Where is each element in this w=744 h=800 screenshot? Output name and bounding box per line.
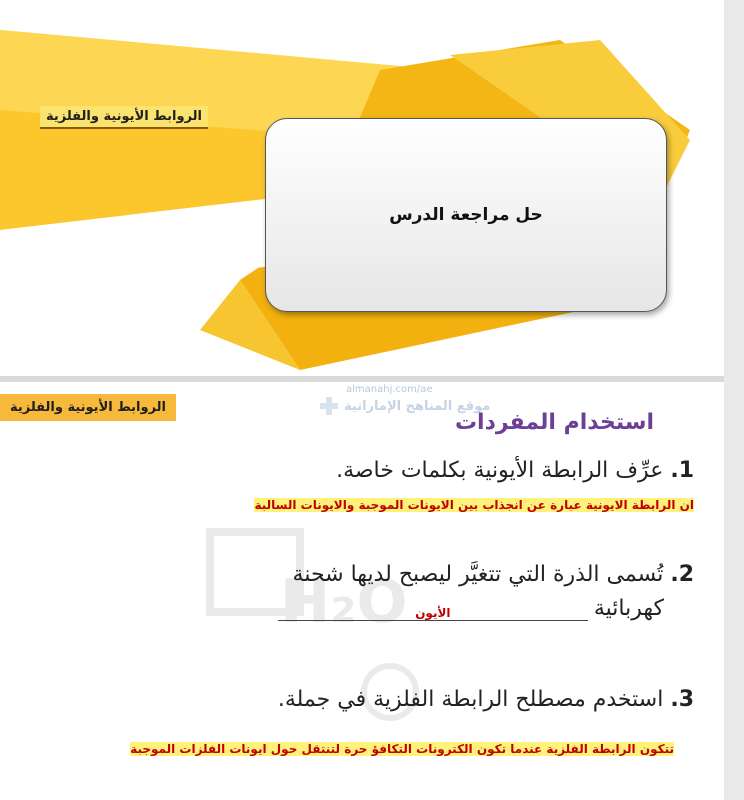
title-card [265, 118, 667, 312]
question-text: استخدم مصطلح الرابطة الفلزية في جملة. [277, 687, 664, 712]
slide-topic-text: الروابط الأيونية والفلزية [10, 400, 166, 415]
question-3 [278, 687, 694, 712]
svg-text:H₂O: H₂O [280, 567, 408, 637]
faint-background-doodle [130, 382, 590, 800]
question-2 [293, 562, 694, 587]
question-text-line-2: كهربائية [593, 596, 664, 621]
watermark-url: almanahj.com/ae [346, 384, 433, 395]
question-number: 3. [670, 687, 694, 712]
answer-text: الأيون [415, 606, 451, 620]
question-text: تُسمى الذرة التي تتغيَّر ليصبح لديها شحنة [292, 562, 664, 587]
question-number: 1. [670, 458, 694, 483]
section-heading: استخدام المفردات [454, 410, 654, 435]
vocabulary-slide [0, 382, 724, 800]
answer-text: تتكون الرابطة الفلزية عندما تكون الكترونات التكافؤ حرة لتنتقل حول ايونات الفلزات الموجبة [130, 742, 674, 756]
slide-topic-text: الروابط الأيونية والفلزية [46, 109, 202, 124]
question-2-line-2 [278, 596, 664, 621]
page-edge [724, 0, 744, 800]
question-number: 2. [670, 562, 694, 587]
question-1 [336, 458, 694, 483]
card-title: حل مراجعة الدرس [389, 205, 543, 225]
lesson-title-slide [0, 0, 724, 375]
answer-3 [130, 742, 674, 756]
answer-2 [278, 598, 588, 621]
answer-text: ان الرابطة الايونية عبارة عن انجذاب بين الايونات الموجبة والايونات السالبة [254, 498, 694, 512]
answer-1 [254, 498, 694, 512]
watermark-name: موقع المناهج الإماراتية [344, 398, 491, 414]
slide-topic-label [40, 106, 208, 129]
question-text: عرِّف الرابطة الأيونية بكلمات خاصة. [336, 458, 664, 483]
